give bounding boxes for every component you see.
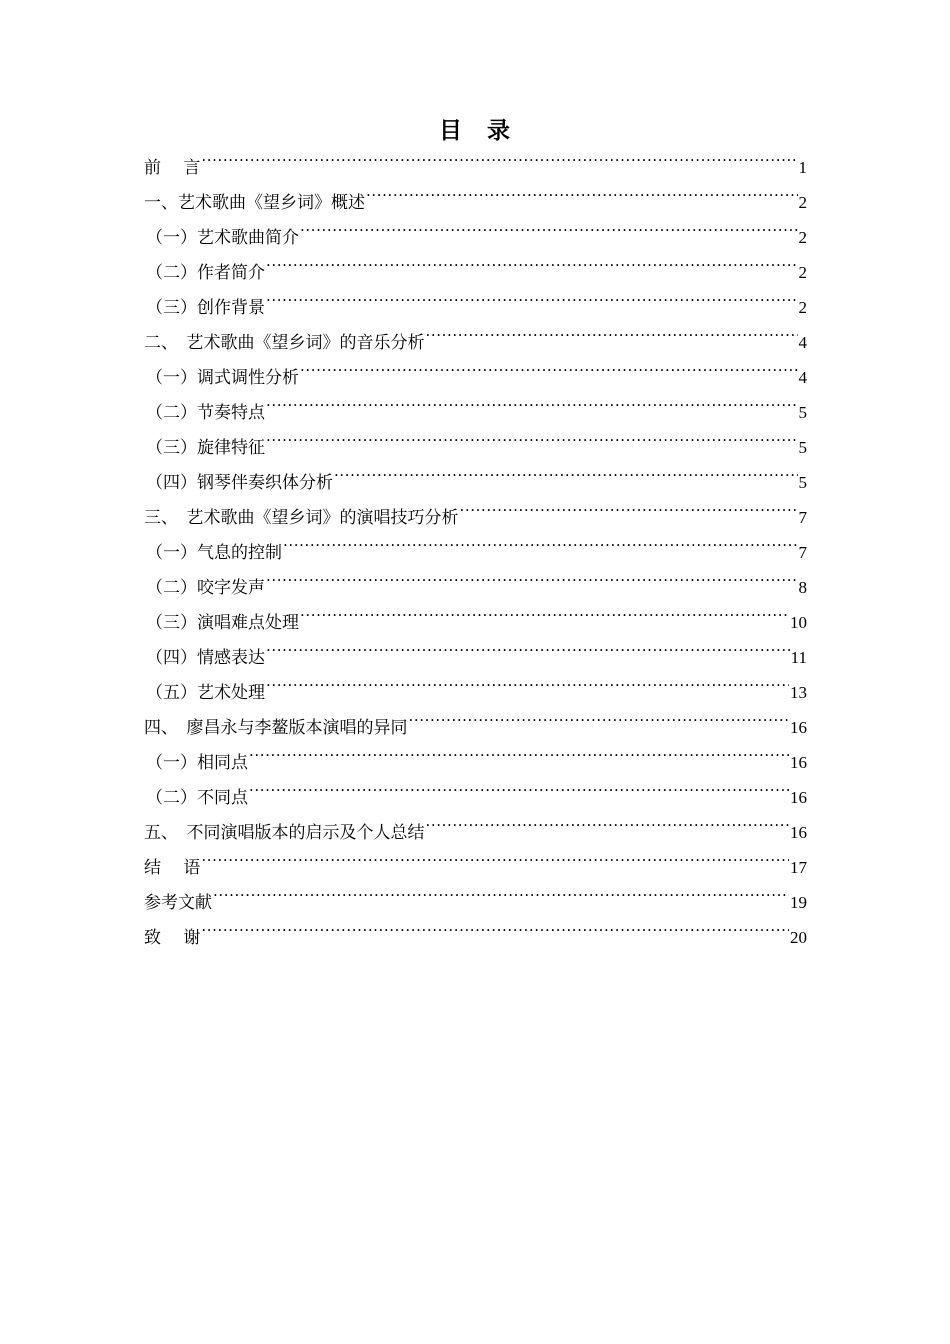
toc-entry-page-number: 5 bbox=[798, 473, 807, 492]
toc-entry-page-number: 2 bbox=[798, 228, 807, 247]
toc-dot-leader bbox=[460, 488, 798, 523]
toc-entry-page-number: 5 bbox=[798, 403, 807, 422]
toc-dot-leader bbox=[300, 593, 789, 628]
toc-entry-label: （四）情感表达 bbox=[146, 648, 265, 668]
toc-entry-page-number: 2 bbox=[798, 263, 807, 282]
toc-entry-label: 前 言 bbox=[144, 158, 201, 178]
toc-entry-page-number: 2 bbox=[798, 298, 807, 317]
toc-entry-label: 一、艺术歌曲《望乡词》概述 bbox=[144, 193, 365, 213]
toc-entry-page-number: 4 bbox=[798, 333, 807, 352]
toc-entry-page-number: 10 bbox=[790, 613, 807, 632]
toc-entry-label: （二）节奏特点 bbox=[146, 403, 265, 423]
toc-entry-label: 五、 不同演唱版本的启示及个人总结 bbox=[144, 823, 425, 843]
toc-entry-label: （五）艺术处理 bbox=[146, 683, 265, 703]
toc-entry-label: （一）气息的控制 bbox=[146, 543, 282, 563]
toc-entry bbox=[144, 138, 807, 178]
toc-dot-leader bbox=[201, 138, 797, 173]
toc-entry-page-number: 8 bbox=[798, 578, 807, 597]
toc-entry-label: （三）演唱难点处理 bbox=[146, 613, 299, 633]
toc-dot-leader bbox=[409, 698, 790, 733]
toc-entry-page-number: 16 bbox=[790, 788, 807, 807]
toc-entry-label: （一）相同点 bbox=[146, 753, 248, 773]
toc-entry-page-number: 11 bbox=[790, 648, 807, 667]
toc-entry-page-number: 5 bbox=[798, 438, 807, 457]
toc-entry-label: 四、 廖昌永与李鳌版本演唱的异同 bbox=[144, 718, 408, 738]
toc-entry-page-number: 13 bbox=[790, 683, 807, 702]
toc-dot-leader bbox=[366, 173, 798, 208]
toc-entry-page-number: 1 bbox=[798, 158, 807, 177]
toc-entry-label: 结 语 bbox=[144, 858, 201, 878]
toc-entry-label: （四）钢琴伴奏织体分析 bbox=[146, 473, 333, 493]
toc-dot-leader bbox=[266, 418, 798, 453]
toc-entry-page-number: 7 bbox=[798, 508, 807, 527]
toc-entry-page-number: 20 bbox=[790, 928, 807, 947]
toc-entry bbox=[144, 838, 807, 878]
toc-entry-label: （二）作者简介 bbox=[146, 263, 265, 283]
toc-entry-label: （二）不同点 bbox=[146, 788, 248, 808]
toc-dot-leader bbox=[334, 453, 798, 488]
toc-entry-label: 二、 艺术歌曲《望乡词》的音乐分析 bbox=[144, 333, 425, 353]
toc-dot-leader bbox=[201, 838, 789, 873]
toc-entry-page-number: 16 bbox=[790, 753, 807, 772]
toc-dot-leader bbox=[266, 558, 798, 593]
toc-entry bbox=[144, 908, 807, 948]
toc-dot-leader bbox=[283, 523, 798, 558]
toc-dot-leader bbox=[213, 873, 789, 908]
toc-entry-label: （三）创作背景 bbox=[146, 298, 265, 318]
toc-dot-leader bbox=[300, 208, 798, 243]
toc-entry-page-number: 7 bbox=[798, 543, 807, 562]
toc-entry bbox=[144, 173, 807, 213]
toc-list bbox=[144, 138, 807, 948]
toc-entry-label: （二）咬字发声 bbox=[146, 578, 265, 598]
toc-entry-page-number: 19 bbox=[790, 893, 807, 912]
toc-dot-leader bbox=[426, 803, 790, 838]
toc-entry-page-number: 16 bbox=[790, 823, 807, 842]
toc-entry bbox=[144, 873, 807, 913]
toc-dot-leader bbox=[426, 313, 798, 348]
toc-entry-label: 三、 艺术歌曲《望乡词》的演唱技巧分析 bbox=[144, 508, 459, 528]
toc-dot-leader bbox=[201, 908, 789, 943]
toc-entry-label: （一）艺术歌曲简介 bbox=[146, 228, 299, 248]
toc-entry-page-number: 2 bbox=[798, 193, 807, 212]
toc-title: 目 录 bbox=[439, 118, 511, 144]
toc-dot-leader bbox=[266, 663, 789, 698]
toc-dot-leader bbox=[300, 348, 798, 383]
toc-entry-label: （三）旋律特征 bbox=[146, 438, 265, 458]
toc-entry-page-number: 16 bbox=[790, 718, 807, 737]
toc-dot-leader bbox=[266, 243, 798, 278]
toc-entry-page-number: 4 bbox=[798, 368, 807, 387]
toc-dot-leader bbox=[249, 733, 789, 768]
toc-dot-leader bbox=[266, 278, 798, 313]
toc-dot-leader bbox=[266, 383, 798, 418]
toc-entry-page-number: 17 bbox=[790, 858, 807, 877]
toc-entry-label: 致 谢 bbox=[144, 928, 201, 948]
toc-dot-leader bbox=[249, 768, 789, 803]
toc-dot-leader bbox=[266, 628, 790, 663]
toc-entry-label: （一）调式调性分析 bbox=[146, 368, 299, 388]
toc-entry-label: 参考文献 bbox=[144, 893, 212, 913]
